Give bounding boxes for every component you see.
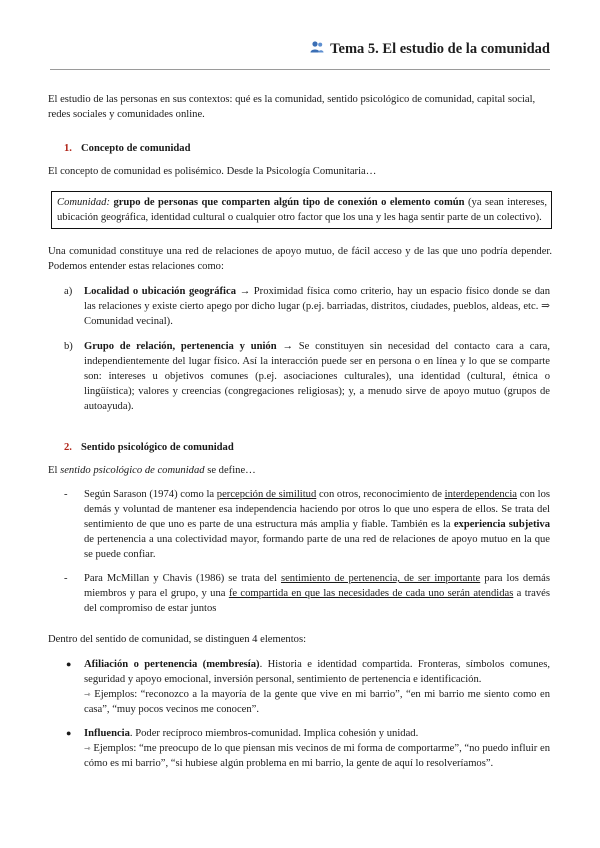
bullet-text: . Poder recíproco miembros-comunidad. Implica cohesión y unidad.: [129, 728, 419, 739]
bullet-title: Afiliación o pertenencia (membresía): [84, 659, 260, 670]
example-line: [84, 741, 550, 771]
section-2-title: Sentido psicológico de comunidad: [81, 442, 234, 453]
definition-bold: grupo de personas que comparten algún tipo de conexión o elemento común: [113, 197, 465, 208]
bullet-icon: ●: [66, 728, 72, 738]
list-item: [48, 487, 552, 562]
definition-box: [51, 191, 552, 229]
underlined-text: fe compartida en que las necesidades de cada uno serán atendidas: [228, 588, 514, 599]
dash-marker: -: [64, 573, 68, 584]
underlined-text: interdependencia: [444, 489, 518, 500]
text-run: a través del compromiso de estar juntos: [84, 588, 550, 614]
definition-rest: (ya sean intereses, ubicación geográfica, identidad cultural o cualquier otro factor que los una y les haga sentir parte de un colectivo).: [57, 197, 548, 223]
example-text: Ejemplos: “me preocupo de lo que piensan mis vecinos de mi forma de comportarme”, “no puedo influir en cómo es mi barrio”, “si hubiese algún problema en mi barrio, la gente de aquí lo resolveríamos”.: [84, 743, 550, 769]
dash-marker: -: [64, 489, 68, 500]
elements-intro: Dentro del sentido de comunidad, se distinguen 4 elementos:: [48, 634, 307, 645]
bullet-icon: ●: [66, 659, 72, 669]
section-2-number: 2.: [64, 442, 72, 453]
arrow-icon: ⇾: [84, 744, 91, 753]
list-item: [48, 571, 552, 616]
list-item-text: → Proximidad física como criterio, hay un espacio físico donde se dan las relaciones y existe cierto apego por dicho lugar (p.ej. barriadas, distritos, ciudades, pueblos, aldeas, etc. ⇒ Comunidad vecinal).: [84, 286, 550, 327]
bullet-title: Influencia: [84, 728, 130, 739]
bold-text: experiencia subjetiva: [453, 519, 551, 530]
intro-italic: sentido psicológico de comunidad: [60, 465, 205, 476]
list-item-title: Localidad o ubicación geográfica: [84, 286, 237, 297]
list-item-text: → Se constituyen sin necesidad del contacto cara a cara, independientemente del lugar físico. Así la interacción puede ser en persona o en línea y lo que se comparte son: intereses u objetivos comunes (p.ej. asociaciones culturales), una identidad (cultural, étnica o lingüística); valores y creencias (congregaciones religiosas); y, a menudo sirve de apoyo mutuo (grupos de autoayuda).: [84, 341, 550, 412]
list-item: [48, 657, 552, 717]
intro-post: se define…: [207, 465, 256, 476]
intro-pre: El: [48, 465, 58, 476]
list-item-label: b): [64, 341, 73, 352]
text-run: Según Sarason (1974) como la: [84, 489, 215, 500]
header-divider: [50, 69, 550, 70]
text-run: con los demás y voluntad de mantener esa independencia haciendo por otros lo que uno espera de ellos. Se trata del sentimiento de que uno es parte de una estructura más amplia y fiable. También es la: [84, 489, 551, 530]
people-icon: [310, 40, 324, 58]
page-header: [310, 40, 550, 58]
section-1-title: Concepto de comunidad: [81, 143, 191, 154]
arrow-icon: ⇾: [84, 690, 91, 699]
section-2-heading: [48, 440, 552, 455]
page-title: Tema 5. El estudio de la comunidad: [330, 40, 550, 57]
text-run: Para McMillan y Chavis (1986) se trata del: [84, 573, 277, 584]
underlined-text: sentimiento de pertenencia, de ser importante: [280, 573, 481, 584]
list-item: [48, 726, 552, 771]
intro-paragraph: El estudio de las personas en sus contextos: qué es la comunidad, sentido psicológico de comunidad, capital social, redes sociales y comunidades online.: [48, 94, 536, 120]
section-1-heading: [48, 141, 552, 156]
list-item-label: a): [64, 286, 73, 297]
list-item: [48, 284, 552, 329]
list-item: [48, 339, 552, 414]
relations-intro: Una comunidad constituye una red de relaciones de apoyo mutuo, de fácil acceso y de las que uno podría depender. Podemos entender estas relaciones como:: [48, 246, 552, 272]
list-item-title: Grupo de relación, pertenencia y unión: [84, 341, 277, 352]
definition-term: Comunidad:: [57, 197, 110, 208]
bullet-text: . Historia e identidad compartida. Fronteras, símbolos comunes, seguridad y apoyo emocional, inversión personal, sentimiento de pertenencia e identificación.: [84, 659, 550, 685]
text-run: de pertenencia a una colectividad mayor, formando parte de una red de relaciones de apoyo mutuo en la que se puede confiar.: [84, 534, 550, 560]
underlined-text: percepción de similitud: [216, 489, 317, 500]
text-run: para los demás miembros y para el grupo, y una: [84, 573, 550, 599]
section-1-number: 1.: [64, 143, 72, 154]
section-2-intro: [48, 463, 552, 478]
example-text: Ejemplos: “reconozco a la mayoría de la gente que vive en mi barrio”, “en mi barrio me siento como en casa”, “muy pocos vecinos me conocen”.: [84, 689, 550, 715]
text-run: con otros, reconocimiento de: [318, 489, 442, 500]
document-body: [48, 92, 552, 780]
example-line: [84, 687, 550, 717]
section-1-lead: El concepto de comunidad es polisémico. Desde la Psicología Comunitaria…: [48, 166, 377, 177]
